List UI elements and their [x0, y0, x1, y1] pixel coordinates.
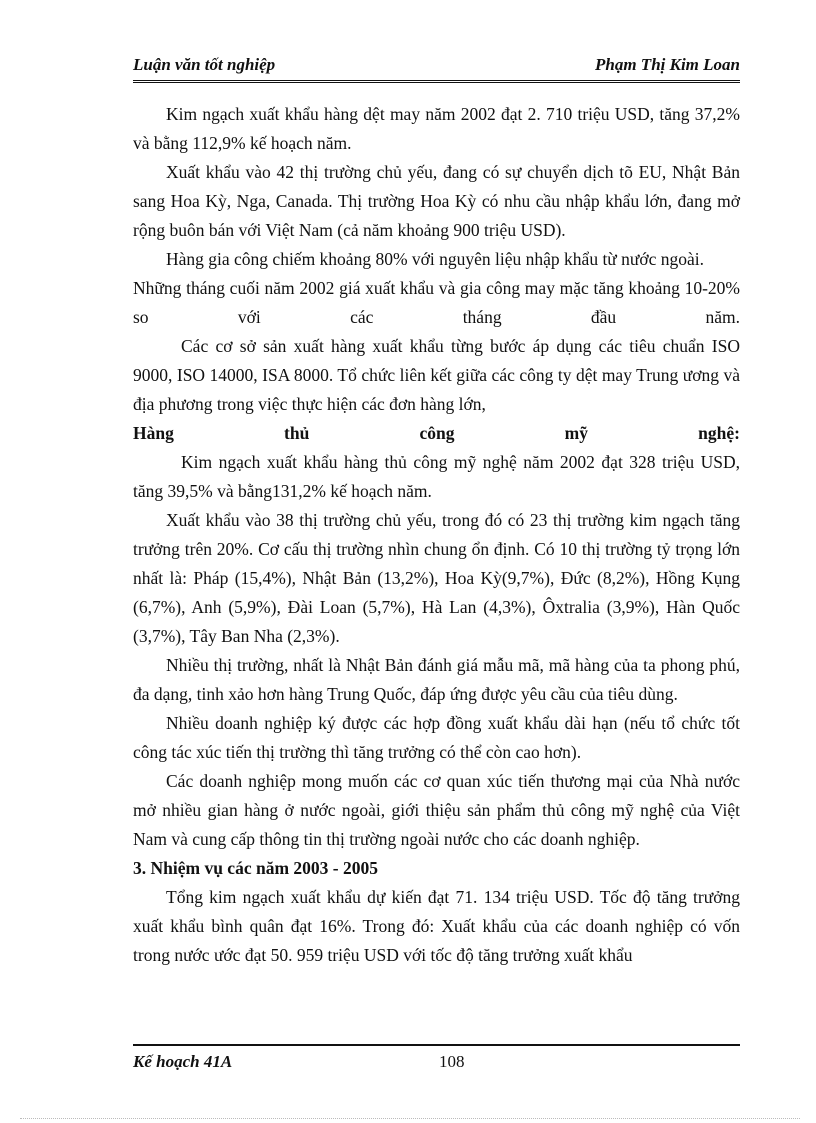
paragraph-textile-turnover: Kim ngạch xuất khẩu hàng dệt may năm 2002 đạt 2. 710 triệu USD, tăng 37,2% và bằng 112,9% kế hoạch năm. — [133, 104, 740, 153]
paragraph-handicraft-markets: Xuất khẩu vào 38 thị trường chủ yếu, trong đó có 23 thị trường kim ngạch tăng trưởng trên 20%. Cơ cấu thị trường nhìn chung ổn định. Có 10 thị trường tỷ trọng lớn nhất là: Pháp (15,4%), Nhật Bản (13,2%), Hoa Kỳ(9,7%), Đức (8,2%), Hồng Kụng (6,7%), Anh (5,9%), Đài Loan (5,7%), Hà Lan (4,3%), Ôxtralia (3,9%), Hàn Quốc (3,7%), Tây Ban Nha (2,3%). — [133, 510, 740, 646]
paragraph-export-target: Tổng kim ngạch xuất khẩu dự kiến đạt 71. 134 triệu USD. Tốc độ tăng trưởng xuất khẩu bình quân đạt 16%. Trong đó: Xuất khẩu của các doanh nghiệp có vốn trong nước ước đạt 50. 959 triệu USD với tốc độ tăng trưởng xuất khẩu — [133, 887, 740, 965]
paragraph-market-evaluation: Nhiều thị trường, nhất là Nhật Bản đánh giá mẫu mã, mã hàng của ta phong phú, đa dạng, tinh xảo hơn hàng Trung Quốc, đáp ứng được yêu cầu của tiêu dùng. — [133, 655, 740, 704]
paragraph-price-increase: Những tháng cuối năm 2002 giá xuất khẩu và gia công may mặc tăng khoảng 10-20% so với các tháng đầu năm. — [133, 278, 740, 327]
section-heading-tasks: 3. Nhiệm vụ các năm 2003 - 2005 — [133, 858, 378, 878]
paragraph-textile-markets: Xuất khẩu vào 42 thị trường chủ yếu, đang có sự chuyển dịch tõ EU, Nhật Bản sang Hoa Kỳ, Nga, Canada. Thị trường Hoa Kỳ có nhu cầu nhập khẩu lớn, đang mở rộng buôn bán với Việt Nam (cả năm khoảng 900 triệu USD). — [133, 162, 740, 240]
page-bottom-divider — [20, 1118, 800, 1119]
paragraph-long-term-contracts: Nhiều doanh nghiệp ký được các hợp đồng xuất khẩu dài hạn (nếu tổ chức tốt công tác xúc tiến thị trường thì tăng trưởng có thể còn cao hơn). — [133, 713, 740, 762]
page-header — [133, 50, 740, 83]
page-number: 108 — [439, 1052, 465, 1071]
section-heading-handicraft: Hàng thủ công mỹ nghệ: — [133, 423, 740, 443]
header-thesis-title: Luận văn tốt nghiệp — [133, 55, 276, 74]
page-footer — [133, 1044, 740, 1076]
footer-class-label: Kế hoạch 41A — [133, 1052, 233, 1071]
paragraph-iso-standards: Các cơ sở sản xuất hàng xuất khẩu từng bước áp dụng các tiêu chuẩn ISO 9000, ISO 14000, ISA 8000. Tổ chức liên kết giữa các công ty dệt may Trung ương và địa phương trong việc thực hiện các đơn hàng lớn, — [133, 336, 740, 414]
paragraph-handicraft-turnover: Kim ngạch xuất khẩu hàng thủ công mỹ nghệ năm 2002 đạt 328 triệu USD, tăng 39,5% và bằng131,2% kế hoạch năm. — [133, 452, 740, 501]
paragraph-trade-promotion: Các doanh nghiệp mong muốn các cơ quan xúc tiến thương mại của Nhà nước mở nhiều gian hàng ở nước ngoài, giới thiệu sản phẩm thủ công mỹ nghệ của Việt Nam và cung cấp thông tin thị trường ngoài nước cho các doanh nghiệp. — [133, 771, 740, 849]
paragraph-processing-goods: Hàng gia công chiếm khoảng 80% với nguyên liệu nhập khẩu từ nước ngoài. — [166, 249, 705, 269]
header-author-name: Phạm Thị Kim Loan — [595, 55, 740, 74]
page-body — [133, 100, 740, 970]
